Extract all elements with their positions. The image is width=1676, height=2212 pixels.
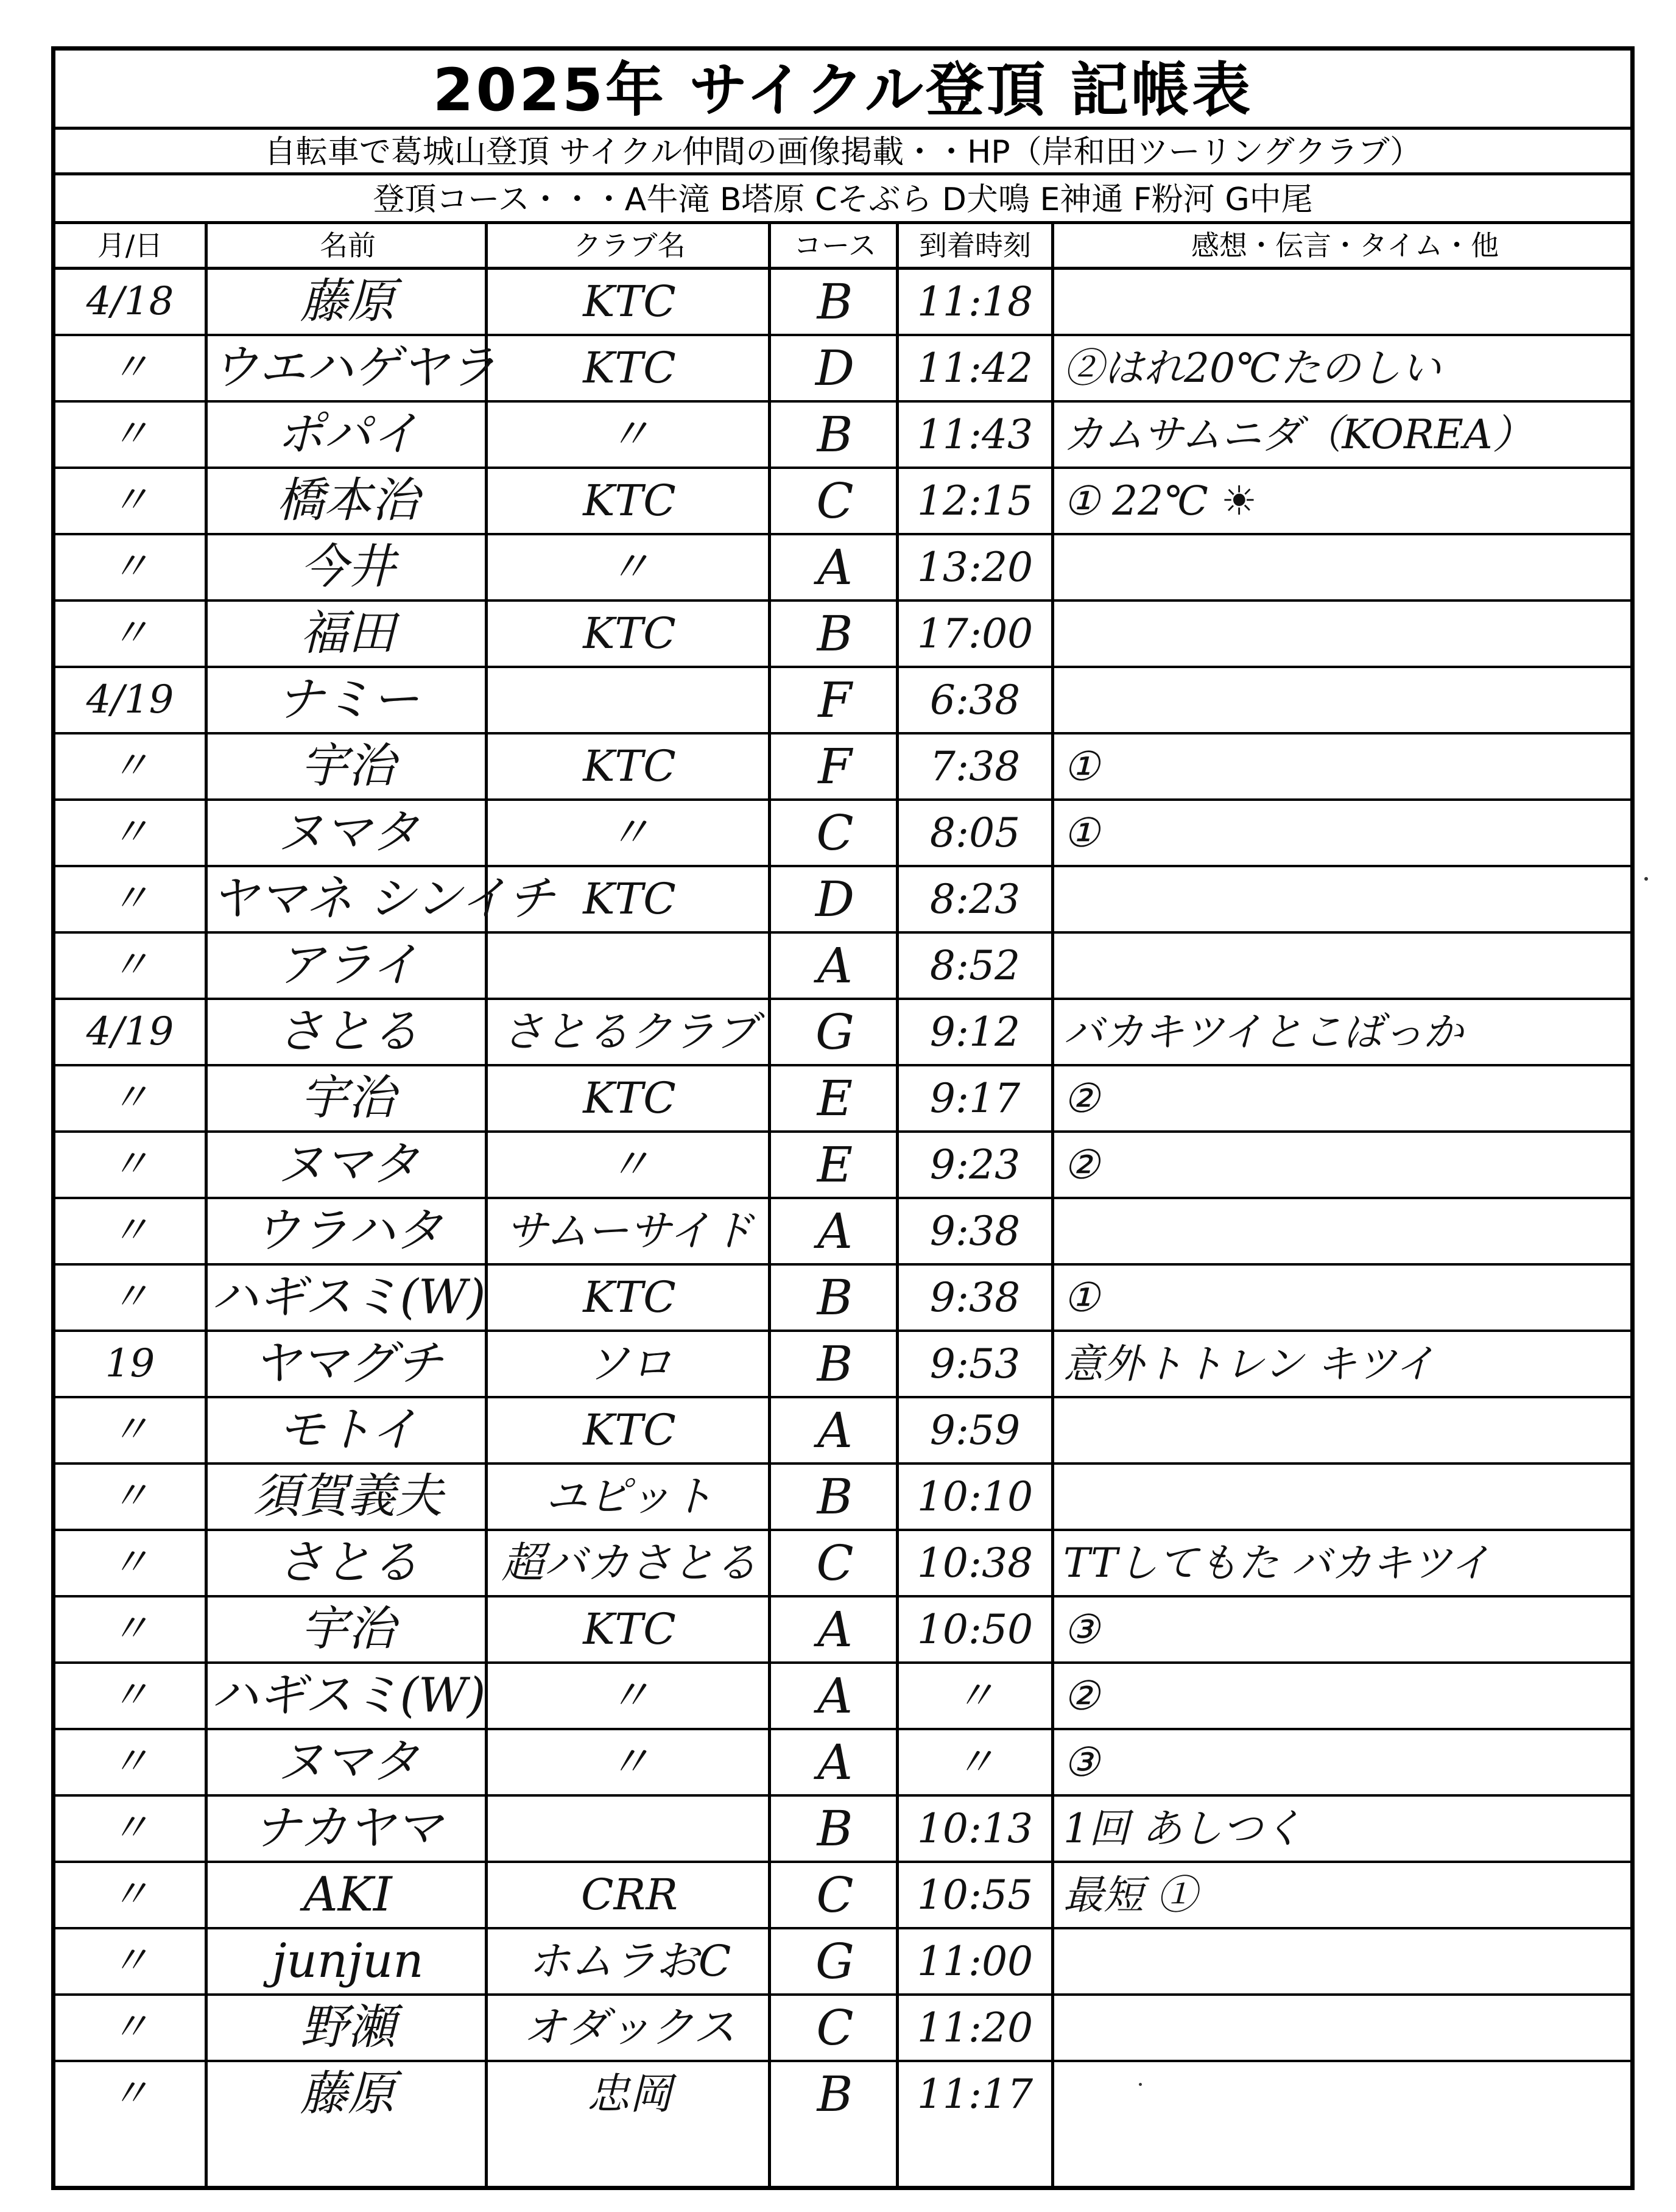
entry-course: B [817,1800,853,1857]
entry-date: 〃 [110,1673,150,1718]
entry-date: 〃 [110,1275,150,1320]
entry-time: 17:00 [917,610,1033,657]
entry-club: ソロ [586,1339,672,1389]
column-header-name: 名前 [320,229,376,262]
table-row [55,801,1630,867]
table-row [55,336,1630,403]
entry-note: ① [1063,1274,1100,1321]
entry-course: A [817,539,853,596]
entry-course: F [818,738,852,795]
entry-name: 野瀬 [300,2000,395,2055]
entry-date: 〃 [110,2071,150,2116]
entry-note [1057,2062,1633,2126]
entry-note: ② [1063,1141,1100,1188]
entry-course: A [817,1203,853,1259]
entry-time: 12:15 [917,477,1033,524]
entry-course: G [815,1933,854,1990]
entry-date: 〃 [110,345,150,390]
entry-name: ヌマタ [276,1137,419,1192]
entry-course: C [816,1867,854,1923]
entry-club: 〃 [608,1671,651,1721]
entry-club [491,668,768,732]
entry-time: 9:53 [929,1340,1021,1387]
scan-speck [1644,877,1648,881]
entry-note [1057,1199,1633,1263]
table-row [55,1929,1630,1996]
entry-time: 11:43 [917,411,1033,458]
entry-time: 11:00 [917,1938,1033,1985]
table-row [55,469,1630,535]
entry-date: 〃 [110,611,150,656]
entry-note: ② [1063,1672,1100,1719]
entry-time: 11:17 [917,2071,1033,2118]
entry-date: 〃 [110,1607,150,1652]
entry-time: 8:23 [929,876,1021,923]
entry-date: 4/18 [86,279,174,324]
entry-time: 11:18 [917,278,1033,325]
entry-time: 9:59 [929,1407,1021,1454]
entry-note [1057,602,1633,666]
entry-date: 〃 [110,2005,150,2050]
entry-note: 意外トトレン キツイ [1063,1340,1435,1387]
entry-course: C [816,473,854,529]
table-row [55,1332,1630,1398]
entry-note: ① [1063,809,1100,856]
entry-time: 6:38 [929,677,1021,724]
entry-name: 宇治 [300,739,395,794]
entry-club: 〃 [608,409,651,459]
entry-time: 10:55 [917,1872,1033,1918]
entry-course: G [815,1004,854,1060]
entry-time: 10:38 [917,1540,1033,1587]
entry-course: E [817,1070,853,1127]
entry-note [1057,535,1633,599]
entry-course: B [817,1269,853,1326]
entry-club: 超バカさとる [501,1538,758,1588]
entry-course: F [818,672,852,728]
entry-course: B [817,2066,853,2122]
entry-date: 〃 [110,1939,150,1984]
table-row [55,270,1630,336]
entry-club: サムーサイド [505,1206,754,1256]
entry-course: D [815,340,855,396]
entry-time: 10:13 [917,1805,1033,1852]
entry-club: 〃 [608,808,651,858]
entry-note [1057,1398,1633,1462]
entry-date: 〃 [110,1142,150,1187]
table-row [55,867,1630,934]
sheet-title: 2025年 サイクル登頂 記帳表 [55,51,1630,130]
table-row [55,1465,1630,1531]
entry-name: さとる [276,1535,419,1590]
entry-date: 〃 [110,1872,150,1917]
entry-club: ユピット [544,1471,714,1521]
entry-course: B [817,406,853,463]
entry-note [1057,1996,1633,2060]
entry-club: KTC [583,1405,676,1455]
entry-note [1057,934,1633,998]
table-row [55,1266,1630,1332]
entry-date: 〃 [110,876,150,921]
entry-date: 〃 [110,412,150,457]
entry-course: A [817,1734,853,1791]
entry-name: 藤原 [300,274,395,329]
table-row [55,1863,1630,1929]
entry-time: 8:52 [929,942,1021,989]
column-header-date: 月/日 [97,229,163,262]
column-header-note: 感想・伝言・タイム・他 [1191,229,1499,262]
column-header-course: コース [794,229,876,262]
entry-time: 10:50 [917,1606,1033,1653]
entry-name: ナミー [276,672,419,727]
entry-time: 〃 [955,1672,995,1719]
entry-time: 9:38 [929,1274,1021,1321]
entry-name: ヌマタ [276,805,419,860]
entry-club: KTC [583,1073,676,1123]
table-row [55,1000,1630,1066]
entry-club: 〃 [608,542,651,592]
entry-course: A [817,937,853,994]
entry-name: モトイ [277,1403,418,1457]
entry-name: 宇治 [300,1602,395,1657]
table-row [55,1797,1630,1863]
table-row [55,1531,1630,1597]
entry-date: 〃 [110,1540,150,1585]
entry-club: KTC [583,476,676,526]
entry-name: 今井 [300,540,395,594]
entry-course: B [817,273,853,330]
entry-name: ナカヤマ [253,1801,443,1856]
entry-date: 4/19 [86,677,174,722]
entry-note [1057,867,1633,931]
entry-note: ③ [1063,1606,1100,1653]
table-row [55,934,1630,1000]
entries-table [55,270,1630,2186]
entry-time: 9:38 [929,1208,1021,1255]
entry-note: 1回 あしつく [1063,1805,1303,1852]
entry-note: ②はれ20℃たのしい [1063,345,1441,392]
entry-name: 須賀義夫 [252,1469,443,1524]
entry-club: KTC [583,343,676,393]
entry-note: ③ [1063,1739,1100,1786]
table-row [55,2062,1630,2129]
entry-date: 〃 [110,1474,150,1519]
table-row [55,535,1630,602]
column-header-club: クラブ名 [573,229,686,262]
entry-date: 〃 [110,1208,150,1253]
entry-date: 〃 [110,1806,150,1851]
entry-club: 〃 [608,1139,651,1189]
table-row [55,1133,1630,1199]
entry-course: D [815,871,855,928]
entry-course: B [817,605,853,662]
entry-name: 福田 [300,606,395,661]
entry-note [1057,668,1633,732]
entry-name: ハギスミ(W) [211,1270,486,1325]
table-row [55,1664,1630,1730]
entry-name: アライ [277,938,418,993]
scan-speck [1139,2083,1142,2086]
entry-note: カムサムニダ（KOREA） [1063,411,1533,458]
entry-note: ① 22℃ ☀ [1063,477,1258,524]
entry-date: 〃 [110,478,150,523]
table-row [55,1996,1630,2062]
column-header-time: 到着時刻 [919,229,1031,262]
entry-name: ハギスミ(W) [211,1668,486,1723]
entry-course: C [816,805,854,861]
column-header-row [55,224,1630,270]
entry-name: ヤマネ シンイチ [211,872,555,926]
table-row [55,602,1630,668]
entry-date: 〃 [110,1076,150,1121]
entry-time: 13:20 [917,544,1033,591]
entry-time: 9:23 [929,1141,1021,1188]
entry-time: 9:12 [929,1009,1021,1055]
table-row [55,403,1630,469]
entry-time: 7:38 [929,743,1021,790]
entry-club: CRR [581,1870,678,1920]
entry-time: 11:42 [917,345,1033,392]
entry-club: 忠岡 [586,2069,672,2119]
entry-course: B [817,1336,853,1392]
entry-time: 8:05 [929,809,1021,856]
entry-note: TTしてもた バカキツイ [1063,1540,1490,1587]
entry-name: 宇治 [300,1071,395,1125]
table-row [55,1597,1630,1664]
entry-club [491,934,768,998]
entry-name: junjun [272,1934,424,1988]
entry-note [1057,1465,1633,1529]
course-legend: 登頂コース・・・A牛滝 B塔原 Cそぶら D犬鳴 E神通 F粉河 G中尾 [55,175,1630,224]
entry-time: 10:10 [917,1473,1033,1520]
table-row [55,668,1630,734]
entry-club: ホムラおC [527,1936,731,1986]
entry-course: A [817,1668,853,1724]
entry-time: 〃 [955,1739,995,1786]
entry-name: ヌマタ [276,1735,419,1789]
entry-name: ヤマグチ [252,1336,443,1391]
entry-course: E [817,1136,853,1193]
entry-name: ウラハタ [252,1203,443,1258]
entry-date: 〃 [110,544,150,590]
entry-course: C [816,1535,854,1591]
entry-name: ウエハゲヤラ [211,340,496,395]
entry-club [491,1797,768,1861]
entry-course: C [816,1999,854,2056]
entry-club: KTC [583,741,676,791]
entry-name: 橋本治 [276,473,419,528]
entry-date: 19 [105,1341,155,1386]
entry-date: 〃 [110,1739,150,1784]
entry-club: KTC [583,276,676,326]
entry-date: 〃 [110,1407,150,1453]
entry-note: ② [1063,1075,1100,1122]
entry-name: AKI [303,1867,392,1922]
entry-date: 〃 [110,744,150,789]
table-row [55,734,1630,801]
entry-course: B [817,1468,853,1525]
entry-course: A [817,1601,853,1658]
entry-note: バカキツイとこばっか [1063,1009,1463,1055]
entry-course: A [817,1402,853,1459]
entry-date: 〃 [110,943,150,988]
entry-note [1057,270,1633,334]
entry-club: KTC [583,1272,676,1322]
entry-note: ① [1063,743,1100,790]
entry-name: さとる [276,1004,419,1059]
sheet-subtitle: 自転車で葛城山登頂 サイクル仲間の画像掲載・・HP（岸和田ツーリングクラブ） [55,130,1630,175]
table-row [55,1730,1630,1797]
signin-sheet [51,46,1635,2190]
table-row [55,1066,1630,1133]
entry-club: さとるクラブ [501,1007,758,1057]
entry-club: オダックス [523,2002,736,2052]
entry-club: KTC [583,1604,676,1654]
entry-name: 藤原 [300,2066,395,2121]
table-row [55,1199,1630,1266]
table-row [55,1398,1630,1465]
entry-note [1057,1929,1633,1993]
entry-name: ポパイ [276,407,419,462]
entry-club: KTC [583,874,676,924]
entry-date: 4/19 [86,1009,174,1054]
entry-club: 〃 [608,1737,651,1787]
entry-note: 最短 ① [1063,1872,1197,1918]
entry-club: KTC [583,608,676,658]
entry-time: 9:17 [929,1075,1021,1122]
entry-time: 11:20 [917,2004,1033,2051]
entry-date: 〃 [110,810,150,855]
